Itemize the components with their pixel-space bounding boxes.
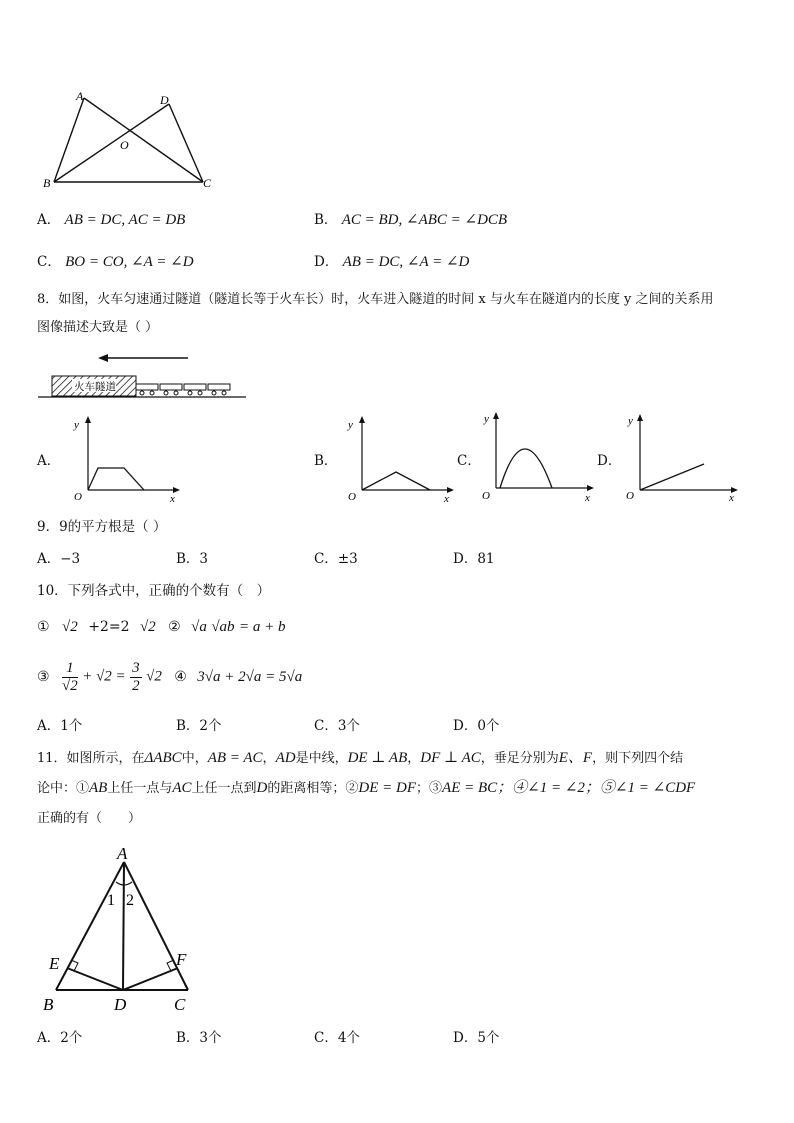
- q8-graph-a-x-label: x: [170, 493, 175, 504]
- q9-option-b: B．3: [176, 551, 209, 567]
- q7-option-b: [314, 213, 507, 228]
- q10-item3-num2: 3: [132, 660, 140, 676]
- q11-option-d: D．5个: [453, 1030, 500, 1046]
- q11-label-a: A: [117, 844, 128, 863]
- q11-option-a: A．2个: [37, 1030, 83, 1046]
- q11-l1-m: ，则下列四个结: [592, 751, 684, 766]
- q10-item1-root-b: √2: [139, 619, 156, 635]
- q11-label-2: 2: [126, 892, 134, 909]
- q7-option-d: [314, 255, 469, 270]
- q10-item4-mark: ④: [174, 669, 187, 685]
- q10-item3-den1: √2: [62, 677, 78, 694]
- q8-graph-c: [472, 408, 600, 504]
- q8-graph-a: [64, 412, 184, 504]
- q11-label-b: B: [43, 995, 54, 1014]
- q7-label-o: O: [120, 138, 129, 152]
- q7-label-d: D: [160, 93, 169, 107]
- q10-item3-end: √2: [146, 668, 162, 685]
- q8-graph-a-curve: [88, 468, 144, 490]
- q11-l1-j: DF ⊥ AC: [420, 750, 481, 766]
- q11-line-ad: [123, 862, 124, 990]
- q10-row-2: [37, 660, 302, 694]
- q11-l1-c: 中，: [181, 751, 208, 766]
- q7-option-a-label: A．: [37, 212, 61, 228]
- q11-l1-e: ，: [262, 751, 276, 766]
- q10-item3-den2: 2: [132, 677, 140, 694]
- q11-l1-i: ，: [407, 751, 421, 766]
- q8-graph-c-origin: O: [482, 490, 490, 502]
- q10-option-c: C．3个: [314, 718, 360, 734]
- q10-option-d: D．0个: [453, 718, 500, 734]
- q11-stem-line2: [37, 781, 695, 796]
- q7-option-d-label: D．: [314, 254, 339, 270]
- q10-stem: 10．下列各式中，正确的个数有（ ）: [37, 583, 271, 599]
- q8-graph-d-x-label: x: [729, 492, 734, 504]
- q9-option-a: A．−3: [37, 551, 81, 567]
- q7-label-a: A: [76, 89, 84, 103]
- q11-l2-f: D: [256, 780, 268, 796]
- q8-graph-d: [616, 410, 744, 504]
- q10-item4-text: 3√a + 2√a = 5√a: [197, 668, 303, 685]
- q11-l1-k: ，垂足分别为: [480, 751, 559, 766]
- q11-label-d: D: [114, 995, 127, 1014]
- q7-label-c: C: [203, 176, 212, 190]
- q11-l1-a: 11．如图所示，在: [37, 751, 145, 766]
- q8-train-icon: [136, 384, 230, 395]
- q10-item3-frac2: [130, 660, 142, 694]
- q7-option-c: [37, 255, 194, 270]
- q10-item2-root-a: √a: [191, 619, 207, 635]
- q8-graph-c-x-label: x: [585, 492, 590, 504]
- q11-l1-g: 是中线，: [295, 751, 348, 766]
- q10-item3-mid: + √2 =: [82, 668, 126, 685]
- q8-graph-a-origin: O: [74, 491, 82, 503]
- q8-graph-c-y-label: y: [484, 413, 489, 425]
- q11-l1-d: AB = AC: [207, 750, 263, 766]
- q11-option-c: C．4个: [314, 1030, 360, 1046]
- q10-option-b: B．2个: [176, 718, 222, 734]
- q11-l2-e: 上任一点到: [191, 781, 257, 796]
- q11-label-e: E: [49, 954, 60, 973]
- q7-line-ab: [54, 98, 84, 182]
- q8-option-a-label: A．: [37, 453, 61, 469]
- q7-label-b: B: [43, 176, 51, 190]
- q8-graph-b-curve: [362, 472, 430, 490]
- q11-label-c: C: [174, 995, 186, 1014]
- q7-line-bd: [54, 104, 169, 182]
- q8-graph-b: [338, 412, 458, 504]
- q11-l2-g: 的距离相等；②: [267, 781, 359, 796]
- q10-item2-root-ab: √ab: [211, 619, 235, 635]
- q11-label-f: F: [176, 950, 187, 969]
- q8-stem-line2: 图像描述大致是（ ）: [37, 320, 159, 335]
- q8-graph-b-origin: O: [348, 491, 356, 503]
- q8-train-figure: [38, 350, 250, 402]
- q8-graph-d-y-label: y: [628, 415, 633, 427]
- q10-item3-frac1: [62, 660, 78, 694]
- q10-item1-mark: ①: [37, 619, 50, 635]
- q8-graph-d-origin: O: [626, 490, 634, 502]
- q10-item2-mark: ②: [168, 619, 181, 635]
- q8-option-c-label: C．: [457, 453, 481, 469]
- q11-line-ab: [56, 862, 124, 990]
- q11-line-de: [67, 968, 123, 990]
- q8-arrow-head-icon: [98, 354, 108, 362]
- q9-option-d: D．81: [453, 551, 495, 567]
- q10-item1-mid: +2=2: [88, 619, 130, 635]
- q11-stem-line1: [37, 751, 683, 766]
- q7-option-c-label: C．: [37, 254, 61, 270]
- q11-l2-k: ；④∠1 = ∠2；⑤∠1 = ∠CDF: [497, 780, 696, 796]
- q7-option-b-text: AC = BD, ∠ABC = ∠DCB: [341, 212, 508, 228]
- q11-l1-b: ΔABC: [144, 750, 182, 766]
- q11-l2-h: DE = DF: [358, 780, 417, 796]
- q8-graph-b-y-label: y: [348, 419, 353, 431]
- q9-option-c: C．±3: [314, 551, 358, 567]
- q8-stem-line1: 8．如图，火车匀速通过隧道（隧道长等于火车长）时，火车进入隧道的时间 x 与火车在隧道内的长度 y 之间的关系用: [37, 292, 714, 307]
- q11-l1-l: E、F: [558, 750, 593, 766]
- q11-l2-d: AC: [172, 780, 192, 796]
- q11-l2-c: 上任一点与: [107, 781, 173, 796]
- q7-option-c-text: BO = CO, ∠A = ∠D: [65, 254, 194, 270]
- q8-option-d-label: D．: [597, 453, 622, 469]
- q11-label-1: 1: [107, 892, 115, 909]
- q9-stem: 9．9的平方根是（ ）: [37, 519, 167, 535]
- q11-stem-line3: 正确的有（ ）: [37, 811, 142, 826]
- q7-figure: [36, 86, 226, 194]
- q7-option-d-text: AB = DC, ∠A = ∠D: [342, 254, 470, 270]
- q10-item1-root-a: √2: [62, 619, 78, 635]
- q8-graph-a-y-label: y: [74, 419, 79, 431]
- q8-tunnel-label: 火车隧道: [74, 382, 116, 393]
- q11-l2-a: 论中：①: [37, 781, 90, 796]
- q10-item3-num1: 1: [62, 660, 78, 678]
- q10-item3-mark: ③: [37, 669, 50, 685]
- q7-option-a-text: AB = DC, AC = DB: [64, 212, 186, 228]
- q8-graph-c-curve: [500, 449, 552, 488]
- q11-line-df: [123, 968, 178, 990]
- q8-graph-d-curve: [640, 464, 704, 490]
- q11-l1-h: DE ⊥ AB: [347, 750, 408, 766]
- q8-option-b-label: B．: [314, 453, 338, 469]
- q11-line-ac: [124, 862, 188, 990]
- q10-row-1: [37, 620, 286, 635]
- q8-graph-b-x-label: x: [444, 493, 449, 504]
- q11-l1-f: AD: [275, 750, 296, 766]
- q7-option-a: [37, 213, 185, 228]
- q11-figure: [40, 842, 200, 1014]
- q10-item2-rhs: = a + b: [239, 619, 286, 635]
- q11-l2-j: AE = BC: [442, 780, 498, 796]
- q11-l2-b: AB: [89, 780, 108, 796]
- q11-l2-i: ；③: [416, 781, 443, 796]
- q10-option-a: A．1个: [37, 718, 83, 734]
- q7-option-b-label: B．: [314, 212, 338, 228]
- q11-option-b: B．3个: [176, 1030, 222, 1046]
